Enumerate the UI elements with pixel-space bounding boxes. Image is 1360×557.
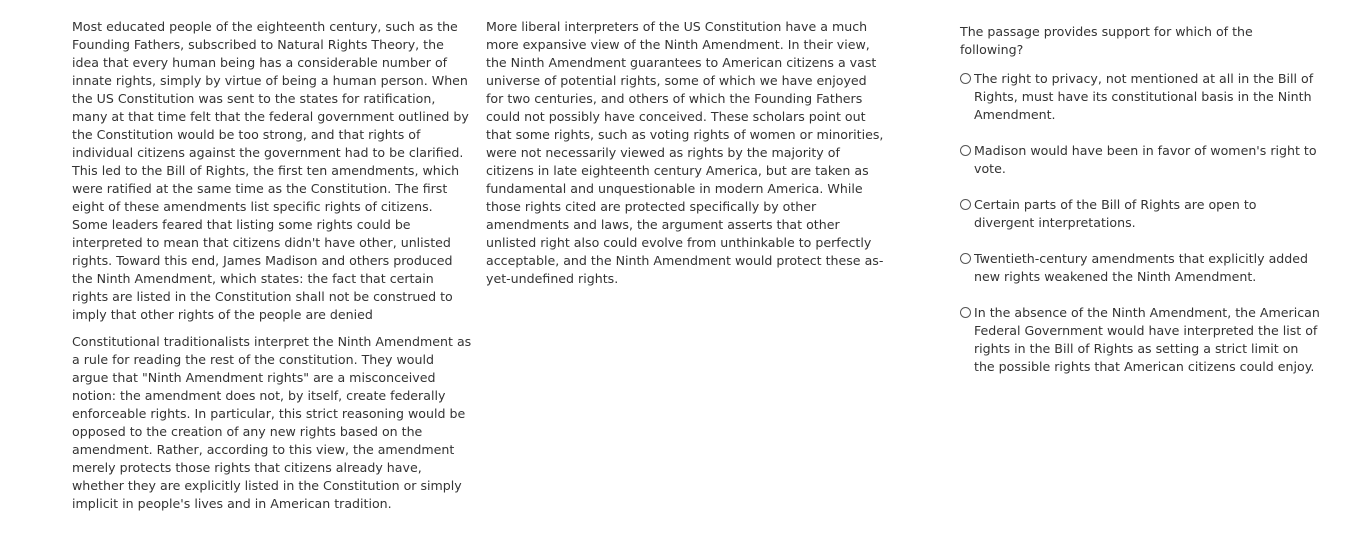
radio-button-icon[interactable] bbox=[960, 145, 971, 156]
radio-button-icon[interactable] bbox=[960, 307, 971, 318]
passage-paragraph: More liberal interpreters of the US Constitution have a much more expansive view of the Ninth Amendment. In their view, the Ninth Amendment guarantees to American citizens a vast universe of potential rights, some of which we have enjoyed for two centuries, and others of which the Founding Fathers could not possibly have conceived. These scholars point out that some rights, such as voting rights of women or minorities, were not necessarily viewed as rights by the majority of citizens in late eighteenth century America, but are taken as fundamental and unquestionable in modern America. While those rights cited are protected specifically by other amendments and laws, the argument asserts that other unlisted right also could evolve from unthinkable to perfectly acceptable, and the Ninth Amendment would protect these as-yet-undefined rights. bbox=[486, 19, 884, 286]
answer-choice-1[interactable] bbox=[960, 70, 1320, 124]
radio-button-icon[interactable] bbox=[960, 73, 971, 84]
answer-choice-5[interactable] bbox=[960, 304, 1320, 376]
answer-choice-3[interactable] bbox=[960, 196, 1320, 232]
passage-paragraph: Most educated people of the eighteenth century, such as the Founding Fathers, subscribed to Natural Rights Theory, the idea that every human being has a considerable number of innate rights, simply by virtue of being a human person. When the US Constitution was sent to the states for ratification, many at that time felt that the federal government outlined by the Constitution would be too strong, and that rights of individual citizens against the government had to be clarified. This led to the Bill of Rights, the first ten amendments, which were ratified at the same time as the Constitution. The first eight of these amendments list specific rights of citizens. Some leaders feared that listing some rights could be interpreted to mean that citizens didn't have other, unlisted rights. Toward this end, James Madison and others produced the Ninth Amendment, which states: the fact that certain rights are listed in the Constitution shall not be construed to imply that other rights of the people are denied bbox=[72, 19, 469, 322]
radio-button-icon[interactable] bbox=[960, 199, 971, 210]
radio-button-icon[interactable] bbox=[960, 253, 971, 264]
passage-middle-column bbox=[486, 18, 886, 297]
answer-choice-text[interactable]: Certain parts of the Bill of Rights are open to divergent interpretations. bbox=[974, 197, 1257, 230]
passage-left-column bbox=[72, 18, 472, 522]
answer-choice-text[interactable]: Madison would have been in favor of women's right to vote. bbox=[974, 143, 1317, 176]
answer-choice-4[interactable] bbox=[960, 250, 1320, 286]
answer-choice-text[interactable]: Twentieth-century amendments that explicitly added new rights weakened the Ninth Amendment. bbox=[974, 251, 1309, 284]
answer-choice-text[interactable]: In the absence of the Ninth Amendment, the American Federal Government would have interpreted the list of rights in the Bill of Rights as setting a strict limit on the possible rights that American citizens could enjoy. bbox=[974, 305, 1320, 374]
answer-choice-2[interactable] bbox=[960, 142, 1320, 178]
question-panel bbox=[960, 23, 1320, 394]
passage-paragraph: Constitutional traditionalists interpret the Ninth Amendment as a rule for reading the rest of the constitution. They would argue that "Ninth Amendment rights" are a misconceived notion: the amendment does not, by itself, create federally enforceable rights. In particular, this strict reasoning would be opposed to the creation of any new rights based on the amendment. Rather, according to this view, the amendment merely protects those rights that citizens already have, whether they are explicitly listed in the Constitution or simply implicit in people's lives and in American tradition. bbox=[72, 334, 472, 511]
answer-choice-text[interactable]: The right to privacy, not mentioned at all in the Bill of Rights, must have its constitutional basis in the Ninth Amendment. bbox=[974, 71, 1314, 122]
question-prompt: The passage provides support for which of the following? bbox=[960, 24, 1253, 57]
